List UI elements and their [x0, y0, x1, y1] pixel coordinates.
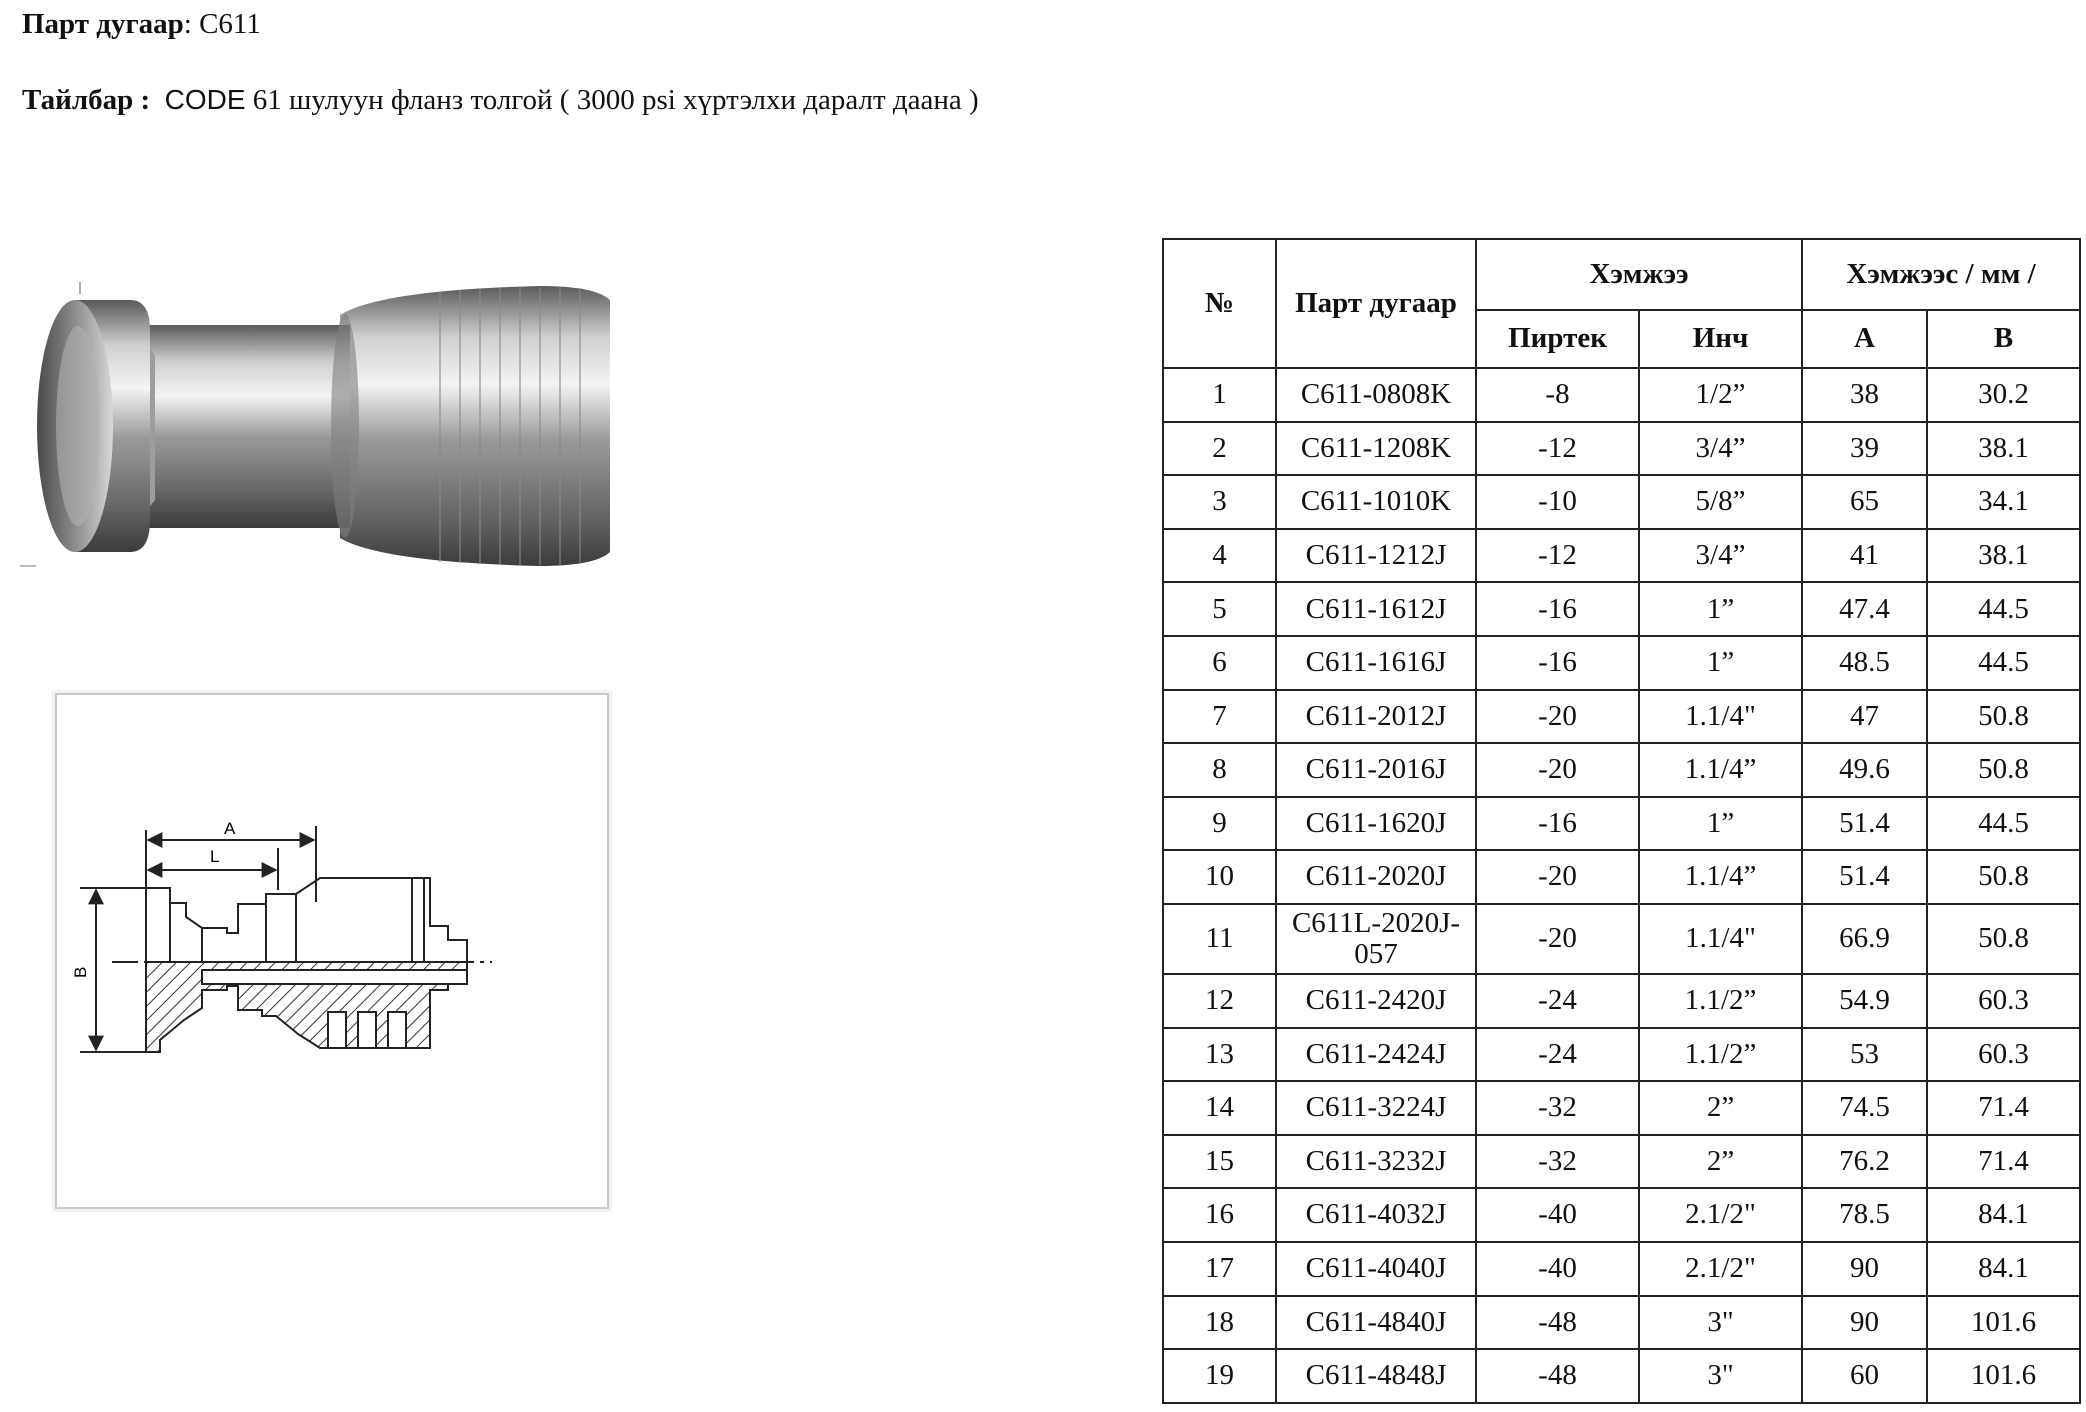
cell-no: 8: [1163, 743, 1276, 797]
cell-no: 14: [1163, 1081, 1276, 1135]
cell-part-number: C611-2016J: [1276, 743, 1476, 797]
cell-part-number: C611-1212J: [1276, 529, 1476, 583]
cell-dim-a: 48.5: [1802, 636, 1927, 690]
spec-table: [1162, 238, 2081, 1404]
cell-inch-size: 1”: [1639, 797, 1802, 851]
cell-pirtek-size: -40: [1476, 1242, 1639, 1296]
table-row: [1163, 1349, 2080, 1403]
cell-inch-size: 2.1/2": [1639, 1242, 1802, 1296]
table-row: [1163, 974, 2080, 1028]
cell-dim-a: 49.6: [1802, 743, 1927, 797]
cell-dim-a: 74.5: [1802, 1081, 1927, 1135]
cell-inch-size: 3": [1639, 1349, 1802, 1403]
cell-inch-size: 3": [1639, 1296, 1802, 1350]
cell-part-number: C611-1208K: [1276, 422, 1476, 476]
cell-no: 6: [1163, 636, 1276, 690]
cell-pirtek-size: -16: [1476, 582, 1639, 636]
col-pirtek-header: Пиртек: [1476, 310, 1639, 368]
table-row: [1163, 1135, 2080, 1189]
cell-no: 11: [1163, 904, 1276, 974]
col-part-header: Парт дугаар: [1276, 239, 1476, 368]
cell-no: 7: [1163, 690, 1276, 744]
table-header-row: [1163, 239, 2080, 310]
cell-no: 12: [1163, 974, 1276, 1028]
cell-inch-size: 5/8”: [1639, 475, 1802, 529]
cell-dim-b: 50.8: [1927, 904, 2080, 974]
table-row: [1163, 529, 2080, 583]
cell-pirtek-size: -20: [1476, 850, 1639, 904]
description-code-word: CODE: [164, 84, 246, 115]
cell-no: 13: [1163, 1028, 1276, 1082]
cell-pirtek-size: -20: [1476, 690, 1639, 744]
cell-no: 3: [1163, 475, 1276, 529]
dimension-b-label: B: [71, 966, 90, 978]
cell-part-number: C611-4032J: [1276, 1188, 1476, 1242]
table-row: [1163, 582, 2080, 636]
description-line: [22, 84, 979, 117]
table-row: [1163, 1296, 2080, 1350]
col-b-header: B: [1927, 310, 2080, 368]
table-row: [1163, 690, 2080, 744]
table-row: [1163, 850, 2080, 904]
dimension-drawing: [52, 690, 612, 1212]
cell-dim-a: 41: [1802, 529, 1927, 583]
cell-dim-a: 65: [1802, 475, 1927, 529]
col-a-header: A: [1802, 310, 1927, 368]
cell-inch-size: 1.1/2”: [1639, 1028, 1802, 1082]
cell-dim-a: 54.9: [1802, 974, 1927, 1028]
cell-dim-a: 47: [1802, 690, 1927, 744]
cell-no: 1: [1163, 368, 1276, 422]
cell-pirtek-size: -32: [1476, 1081, 1639, 1135]
cell-dim-b: 44.5: [1927, 582, 2080, 636]
cell-pirtek-size: -20: [1476, 904, 1639, 974]
part-number-label: Парт дугаар: [22, 8, 184, 40]
cell-dim-b: 44.5: [1927, 797, 2080, 851]
cell-no: 15: [1163, 1135, 1276, 1189]
cell-dim-a: 53: [1802, 1028, 1927, 1082]
cell-part-number: C611-2420J: [1276, 974, 1476, 1028]
cell-dim-b: 38.1: [1927, 529, 2080, 583]
table-row: [1163, 1081, 2080, 1135]
cell-part-number: C611-4040J: [1276, 1242, 1476, 1296]
cell-pirtek-size: -48: [1476, 1349, 1639, 1403]
cell-part-number: C611L-2020J-057: [1276, 904, 1476, 974]
table-row: [1163, 475, 2080, 529]
table-row: [1163, 368, 2080, 422]
cell-pirtek-size: -48: [1476, 1296, 1639, 1350]
cell-dim-b: 60.3: [1927, 1028, 2080, 1082]
cell-pirtek-size: -32: [1476, 1135, 1639, 1189]
cell-part-number: C611-3224J: [1276, 1081, 1476, 1135]
cell-dim-a: 78.5: [1802, 1188, 1927, 1242]
cell-dim-b: 50.8: [1927, 690, 2080, 744]
cell-part-number: C611-2020J: [1276, 850, 1476, 904]
table-row: [1163, 1028, 2080, 1082]
cell-part-number: C611-1620J: [1276, 797, 1476, 851]
cell-inch-size: 1.1/4": [1639, 690, 1802, 744]
cell-part-number: C611-4840J: [1276, 1296, 1476, 1350]
cell-inch-size: 2.1/2": [1639, 1188, 1802, 1242]
cell-inch-size: 2”: [1639, 1081, 1802, 1135]
cell-no: 17: [1163, 1242, 1276, 1296]
cell-dim-a: 38: [1802, 368, 1927, 422]
cell-dim-b: 84.1: [1927, 1188, 2080, 1242]
cell-pirtek-size: -10: [1476, 475, 1639, 529]
cell-dim-a: 66.9: [1802, 904, 1927, 974]
cell-no: 16: [1163, 1188, 1276, 1242]
col-inch-header: Инч: [1639, 310, 1802, 368]
cell-pirtek-size: -40: [1476, 1188, 1639, 1242]
table-row: [1163, 797, 2080, 851]
table-row: [1163, 636, 2080, 690]
cell-part-number: C611-3232J: [1276, 1135, 1476, 1189]
cell-inch-size: 1.1/2”: [1639, 974, 1802, 1028]
cell-dim-b: 50.8: [1927, 850, 2080, 904]
cell-no: 19: [1163, 1349, 1276, 1403]
cell-dim-a: 39: [1802, 422, 1927, 476]
table-row: [1163, 1188, 2080, 1242]
cell-pirtek-size: -12: [1476, 529, 1639, 583]
fitting-photo: [20, 270, 630, 580]
cell-dim-b: 71.4: [1927, 1135, 2080, 1189]
cell-part-number: C611-1010K: [1276, 475, 1476, 529]
part-number-line: [22, 8, 261, 41]
cell-part-number: C611-1612J: [1276, 582, 1476, 636]
cell-inch-size: 1.1/4”: [1639, 743, 1802, 797]
description-label: Тайлбар :: [22, 84, 151, 116]
cell-no: 10: [1163, 850, 1276, 904]
cell-dim-b: 44.5: [1927, 636, 2080, 690]
cell-dim-a: 51.4: [1802, 797, 1927, 851]
table-row: [1163, 422, 2080, 476]
cell-pirtek-size: -12: [1476, 422, 1639, 476]
dimension-a-label: A: [224, 819, 236, 838]
cell-part-number: C611-4848J: [1276, 1349, 1476, 1403]
cell-no: 9: [1163, 797, 1276, 851]
cell-dim-b: 101.6: [1927, 1296, 2080, 1350]
cell-inch-size: 2”: [1639, 1135, 1802, 1189]
cell-part-number: C611-2424J: [1276, 1028, 1476, 1082]
cell-inch-size: 1/2”: [1639, 368, 1802, 422]
cell-dim-b: 101.6: [1927, 1349, 2080, 1403]
cell-pirtek-size: -16: [1476, 797, 1639, 851]
part-number-separator: :: [183, 8, 200, 40]
cell-inch-size: 1.1/4”: [1639, 850, 1802, 904]
dimension-l-label: L: [210, 847, 220, 866]
cell-no: 5: [1163, 582, 1276, 636]
table-row: [1163, 904, 2080, 974]
cell-pirtek-size: -24: [1476, 974, 1639, 1028]
cell-dim-b: 71.4: [1927, 1081, 2080, 1135]
cell-dim-b: 50.8: [1927, 743, 2080, 797]
cell-pirtek-size: -20: [1476, 743, 1639, 797]
cell-dim-b: 60.3: [1927, 974, 2080, 1028]
cell-dim-a: 76.2: [1802, 1135, 1927, 1189]
cell-dim-b: 30.2: [1927, 368, 2080, 422]
cell-inch-size: 1.1/4": [1639, 904, 1802, 974]
col-dims-header: Хэмжээс / мм /: [1802, 239, 2080, 310]
cell-part-number: C611-1616J: [1276, 636, 1476, 690]
cell-inch-size: 1”: [1639, 582, 1802, 636]
cell-dim-a: 51.4: [1802, 850, 1927, 904]
col-no-header: №: [1163, 239, 1276, 368]
cell-dim-b: 38.1: [1927, 422, 2080, 476]
cell-part-number: C611-0808K: [1276, 368, 1476, 422]
cell-dim-a: 90: [1802, 1296, 1927, 1350]
cell-dim-a: 47.4: [1802, 582, 1927, 636]
table-row: [1163, 743, 2080, 797]
cell-pirtek-size: -8: [1476, 368, 1639, 422]
cell-no: 18: [1163, 1296, 1276, 1350]
cell-dim-b: 84.1: [1927, 1242, 2080, 1296]
cell-inch-size: 1”: [1639, 636, 1802, 690]
part-number-value: C611: [199, 8, 261, 40]
cell-dim-a: 60: [1802, 1349, 1927, 1403]
cell-dim-a: 90: [1802, 1242, 1927, 1296]
cell-pirtek-size: -24: [1476, 1028, 1639, 1082]
description-text: 61 шулуун фланз толгой ( 3000 psi хүртэлхи даралт даана ): [252, 84, 979, 116]
col-size-header: Хэмжээ: [1476, 239, 1802, 310]
cell-inch-size: 3/4”: [1639, 529, 1802, 583]
cell-inch-size: 3/4”: [1639, 422, 1802, 476]
cell-no: 4: [1163, 529, 1276, 583]
table-row: [1163, 1242, 2080, 1296]
cell-part-number: C611-2012J: [1276, 690, 1476, 744]
cell-no: 2: [1163, 422, 1276, 476]
cell-pirtek-size: -16: [1476, 636, 1639, 690]
cell-dim-b: 34.1: [1927, 475, 2080, 529]
